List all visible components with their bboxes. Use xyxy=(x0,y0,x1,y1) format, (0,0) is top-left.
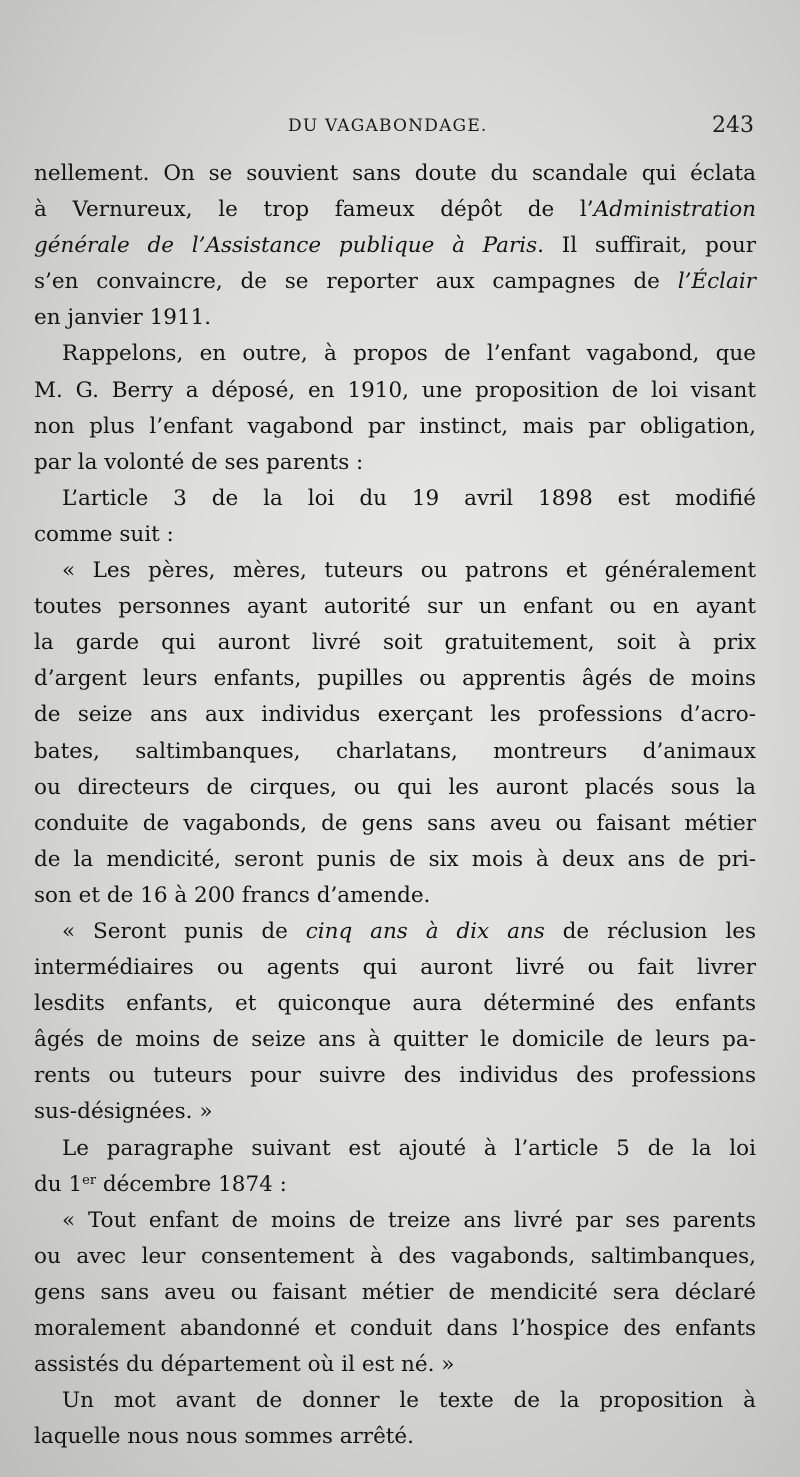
running-title: DU VAGABONDAGE. xyxy=(288,116,488,136)
text-line: comme suit : xyxy=(34,521,174,547)
italic-text: Administration xyxy=(593,197,756,223)
text-line: assistés du département où il est né. » xyxy=(34,1352,455,1378)
italic-text: générale de l’Assistance publique à Paris xyxy=(34,233,538,259)
text-line: ou directeurs de cirques, ou qui les auront placés sous la xyxy=(34,774,756,800)
text-line: rents ou tuteurs pour suivre des individus des professions xyxy=(34,1063,756,1089)
text-line: générale de l’Assistance publique à Paris. Il suffirait, pour xyxy=(34,233,756,259)
text-line: la garde qui auront livré soit gratuitement, soit à prix xyxy=(34,630,756,656)
text-line: s’en convaincre, de se reporter aux campagnes de l’Éclair xyxy=(34,269,756,295)
quote-start-line: « Seront punis de cinq ans à dix ans de réclusion les xyxy=(62,918,757,944)
text-line: en janvier 1911. xyxy=(34,305,212,331)
paragraph-start-line: Rappelons, en outre, à propos de l’enfant vagabond, que xyxy=(62,341,756,367)
text-line: à Vernureux, le trop fameux dépôt de l’Administration xyxy=(34,197,756,223)
text-line: bates, saltimbanques, charlatans, montreurs d’animaux xyxy=(34,738,756,764)
text-line: laquelle nous nous sommes arrêté. xyxy=(34,1424,414,1450)
text-line: ou avec leur consentement à des vagabonds, saltimbanques, xyxy=(34,1243,756,1269)
text-line: du 1er décembre 1874 : xyxy=(34,1171,287,1197)
text-line: d’argent leurs enfants, pupilles ou apprentis âgés de moins xyxy=(34,666,756,692)
text-line: nellement. On se souvient sans doute du scandale qui éclata xyxy=(34,161,756,186)
italic-text: cinq ans à dix ans xyxy=(305,918,545,944)
text-line: intermédiaires ou agents qui auront livré ou fait livrer xyxy=(34,955,756,981)
italic-text: l’Éclair xyxy=(677,269,756,295)
text-line: toutes personnes ayant autorité sur un enfant ou en ayant xyxy=(34,594,756,620)
quote-start-line: « Tout enfant de moins de treize ans livré par ses parents xyxy=(62,1207,756,1233)
text-line: de la mendicité, seront punis de six mois à deux ans de pri- xyxy=(34,846,756,872)
quote-start-line: « Les pères, mères, tuteurs ou patrons et généralement xyxy=(62,558,756,584)
text-line: par la volonté de ses parents : xyxy=(34,449,364,475)
paragraph-start-line: Le paragraphe suivant est ajouté à l’article 5 de la loi xyxy=(62,1135,756,1161)
text-line: conduite de vagabonds, de gens sans aveu ou faisant métier xyxy=(34,810,756,836)
text-line: son et de 16 à 200 francs d’amende. xyxy=(34,882,431,908)
text-line: non plus l’enfant vagabond par instinct, mais par obligation, xyxy=(34,413,756,439)
paragraph-start-line: Un mot avant de donner le texte de la proposition à xyxy=(62,1388,756,1414)
page-number: 243 xyxy=(712,113,754,138)
text-line: de seize ans aux individus exerçant les professions d’acro- xyxy=(34,702,756,728)
text-line: moralement abandonné et conduit dans l’hospice des enfants xyxy=(34,1316,756,1341)
superscript: er xyxy=(82,1172,97,1188)
text-line: âgés de moins de seize ans à quitter le domicile de leurs pa- xyxy=(34,1027,756,1053)
body-text xyxy=(34,156,756,1455)
text-line: gens sans aveu ou faisant métier de mendicité sera déclaré xyxy=(34,1279,756,1305)
paragraph-start-line: L’article 3 de la loi du 19 avril 1898 est modifié xyxy=(62,485,756,511)
text-line: sus-désignées. » xyxy=(34,1099,213,1125)
text-line: lesdits enfants, et quiconque aura déterminé des enfants xyxy=(34,991,756,1017)
text-line: M. G. Berry a déposé, en 1910, une proposition de loi visant xyxy=(34,377,756,403)
